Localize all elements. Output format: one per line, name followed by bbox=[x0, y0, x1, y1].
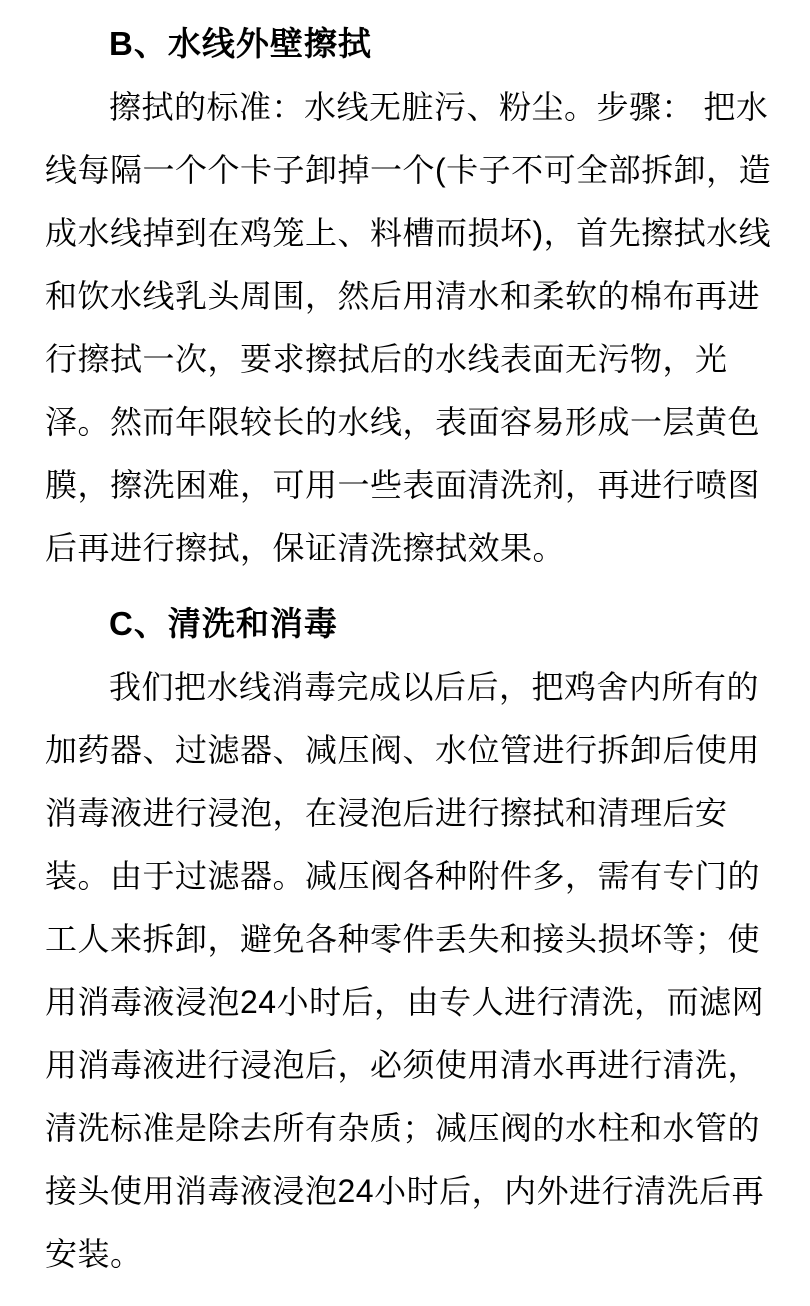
text-line: 成水线掉到在鸡笼上、料槽而损坏)，首先擦拭水线 bbox=[45, 215, 772, 251]
text-line: 用消毒液浸泡24小时后，由专人进行清洗，而滤网 bbox=[45, 984, 765, 1020]
text-line: 和饮水线乳头周围，然后用清水和柔软的棉布再进 bbox=[45, 278, 761, 314]
text-line: 泽。然而年限较长的水线，表面容易形成一层黄色 bbox=[45, 404, 761, 440]
text-line: 加药器、过滤器、减压阀、水位管进行拆卸后使用 bbox=[45, 732, 761, 768]
text-line: 后再进行擦拭，保证清洗擦拭效果。 bbox=[45, 530, 566, 566]
paragraph-b bbox=[45, 76, 780, 580]
text-line: 用消毒液进行浸泡后，必须使用清水再进行清洗， bbox=[45, 1047, 761, 1083]
text-line: 安装。 bbox=[45, 1236, 143, 1272]
section-heading-b: B、水线外壁擦拭 bbox=[109, 25, 372, 62]
text-line: 消毒液进行浸泡，在浸泡后进行擦拭和清理后安 bbox=[45, 795, 728, 831]
paragraph-c bbox=[45, 656, 780, 1286]
text-line: 工人来拆卸，避免各种零件丢失和接头损坏等；使 bbox=[45, 921, 761, 957]
section-b bbox=[45, 12, 780, 580]
text-line: 膜，擦洗困难，可用一些表面清洗剂，再进行喷图 bbox=[45, 467, 761, 503]
text-line: 接头使用消毒液浸泡24小时后，内外进行清洗后再 bbox=[45, 1173, 765, 1209]
text-line: 装。由于过滤器。减压阀各种附件多，需有专门的 bbox=[45, 858, 761, 894]
text-line: 线每隔一个个卡子卸掉一个(卡子不可全部拆卸，造 bbox=[45, 152, 772, 188]
text-line: 清洗标准是除去所有杂质；减压阀的水柱和水管的 bbox=[45, 1110, 761, 1146]
text-line: 行擦拭一次，要求擦拭后的水线表面无污物，光 bbox=[45, 341, 728, 377]
section-c bbox=[45, 592, 780, 1286]
section-heading-c: C、清洗和消毒 bbox=[109, 605, 338, 642]
text-line: 我们把水线消毒完成以后后，把鸡舍内所有的 bbox=[109, 669, 760, 705]
text-line: 擦拭的标准：水线无脏污、粉尘。步骤： 把水 bbox=[109, 89, 769, 125]
